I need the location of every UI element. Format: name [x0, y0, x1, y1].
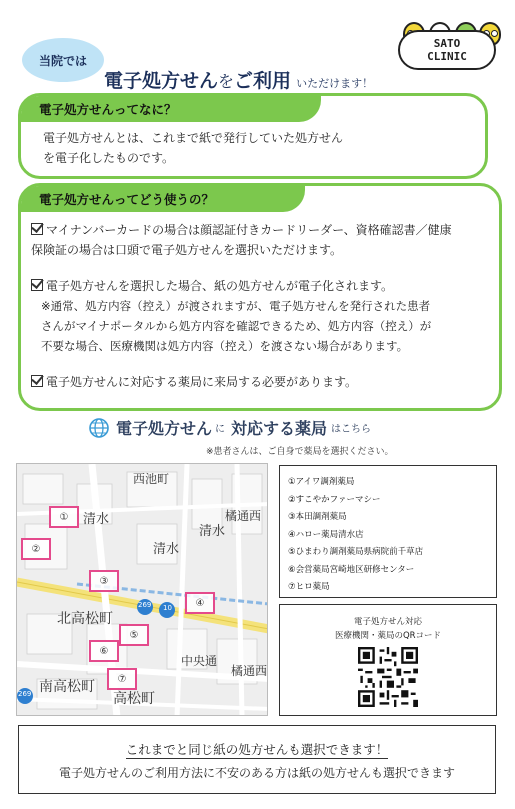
- map-label: 北高松町: [57, 611, 113, 627]
- map-label: 橘通西: [231, 664, 268, 678]
- intro-bubble: 当院では: [22, 38, 104, 82]
- what-is-section: [18, 93, 488, 179]
- title-tail: いただけます！: [296, 77, 374, 90]
- map-label: 清水: [199, 524, 226, 539]
- logo-line1: SATO: [433, 37, 461, 50]
- list-item: ①アイワ調剤薬局: [288, 477, 355, 487]
- map-marker-2[interactable]: ②: [21, 538, 51, 560]
- how-item-2: 電子処方せんを選択した場合、紙の処方せんが電子化されます。: [31, 276, 393, 296]
- map-marker-7[interactable]: ⑦: [107, 668, 137, 690]
- route-number: 10: [163, 604, 172, 612]
- checkbox-icon: [31, 279, 43, 291]
- logo-line2: CLINIC: [427, 50, 467, 63]
- what-is-heading: 電子処方せんってなに？: [21, 96, 321, 122]
- pharmacy-list: [279, 465, 497, 598]
- qr-code-icon[interactable]: [358, 647, 418, 707]
- list-item: ⑤ひまわり調剤薬局県病院前千草店: [288, 547, 424, 557]
- clinic-logo-text: [398, 30, 496, 70]
- how-item-1: マイナンバーカードの場合は顔認証付きカードリーダー、資格確認書／健康 保険証の場合は口頭で電子処方せんを選択いただけます。: [31, 223, 452, 257]
- map-label: 清水: [153, 542, 180, 557]
- route-number: 269: [18, 690, 32, 698]
- footer-headline: これまでと同じ紙の処方せんも選択できます！: [125, 742, 389, 757]
- map-marker-3[interactable]: ③: [89, 570, 119, 592]
- list-item: ④ハロー薬局清水店: [288, 529, 364, 540]
- list-item: ③本田調剤薬局: [288, 512, 347, 522]
- checkbox-icon: [31, 375, 43, 387]
- what-is-line2: を電子化したものです。: [43, 151, 175, 165]
- map-marker-6[interactable]: ⑥: [89, 640, 119, 662]
- map-label: 清水: [83, 512, 110, 527]
- how-note: ※通常、処方内容（控え）が渡されますが、電子処方せんを発行された患者 さんがマイナポータルから処方内容を確認できるため、処方内容（控え）が 不要な場合、医療機関は処方内容（控え）を渡さない場合があります。: [41, 299, 432, 353]
- list-item: ②すこやかファーマシー: [288, 494, 381, 505]
- qr-section: [279, 604, 497, 716]
- list-item: ⑦ヒロ薬局: [288, 582, 330, 592]
- pharmacy-map: [16, 463, 268, 716]
- what-is-body: [43, 128, 343, 168]
- map-label: 南高松町: [39, 679, 95, 695]
- title-e-prescription: 電子処方せん: [104, 70, 219, 92]
- qr-caption-1: 電子処方せん対応: [353, 617, 422, 627]
- what-is-line1: 電子処方せんとは、これまで紙で発行していた処方せん: [43, 131, 344, 145]
- map-label: 西池町: [133, 472, 170, 486]
- map-marker-4[interactable]: ④: [185, 592, 215, 614]
- qr-caption-2: 医療機関・薬局のQRコード: [334, 631, 442, 641]
- how-item-3: 電子処方せんに対応する薬局に来局する必要があります。: [31, 372, 357, 392]
- globe-icon: [88, 417, 110, 439]
- map-label: 高松町: [113, 691, 155, 707]
- checkbox-icon: [31, 223, 43, 235]
- map-label: 橘通西: [225, 509, 262, 523]
- map-label: 中央通: [181, 654, 218, 668]
- paper-option-footer: [18, 725, 496, 794]
- list-item: ⑥会営薬局宮崎地区研修センター: [288, 564, 415, 575]
- pharmacy-section-title: 電子処方せん に 対応する薬局 はこちら: [88, 416, 371, 439]
- route-number: 269: [138, 601, 152, 609]
- map-marker-1[interactable]: ①: [49, 506, 79, 528]
- title-join: を: [218, 72, 235, 91]
- pharmacy-subtitle: ※患者さんは、ご自身で薬局を選択ください。: [206, 447, 394, 457]
- page-title: [104, 66, 373, 93]
- how-to-use-heading: 電子処方せんってどう使うの？: [21, 186, 305, 212]
- map-marker-5[interactable]: ⑤: [119, 624, 149, 646]
- how-to-use-section: [18, 183, 502, 411]
- footer-note: 電子処方せんのご利用方法に不安のある方は紙の処方せんも選択できます: [58, 766, 455, 780]
- title-use: ご利用: [234, 70, 292, 92]
